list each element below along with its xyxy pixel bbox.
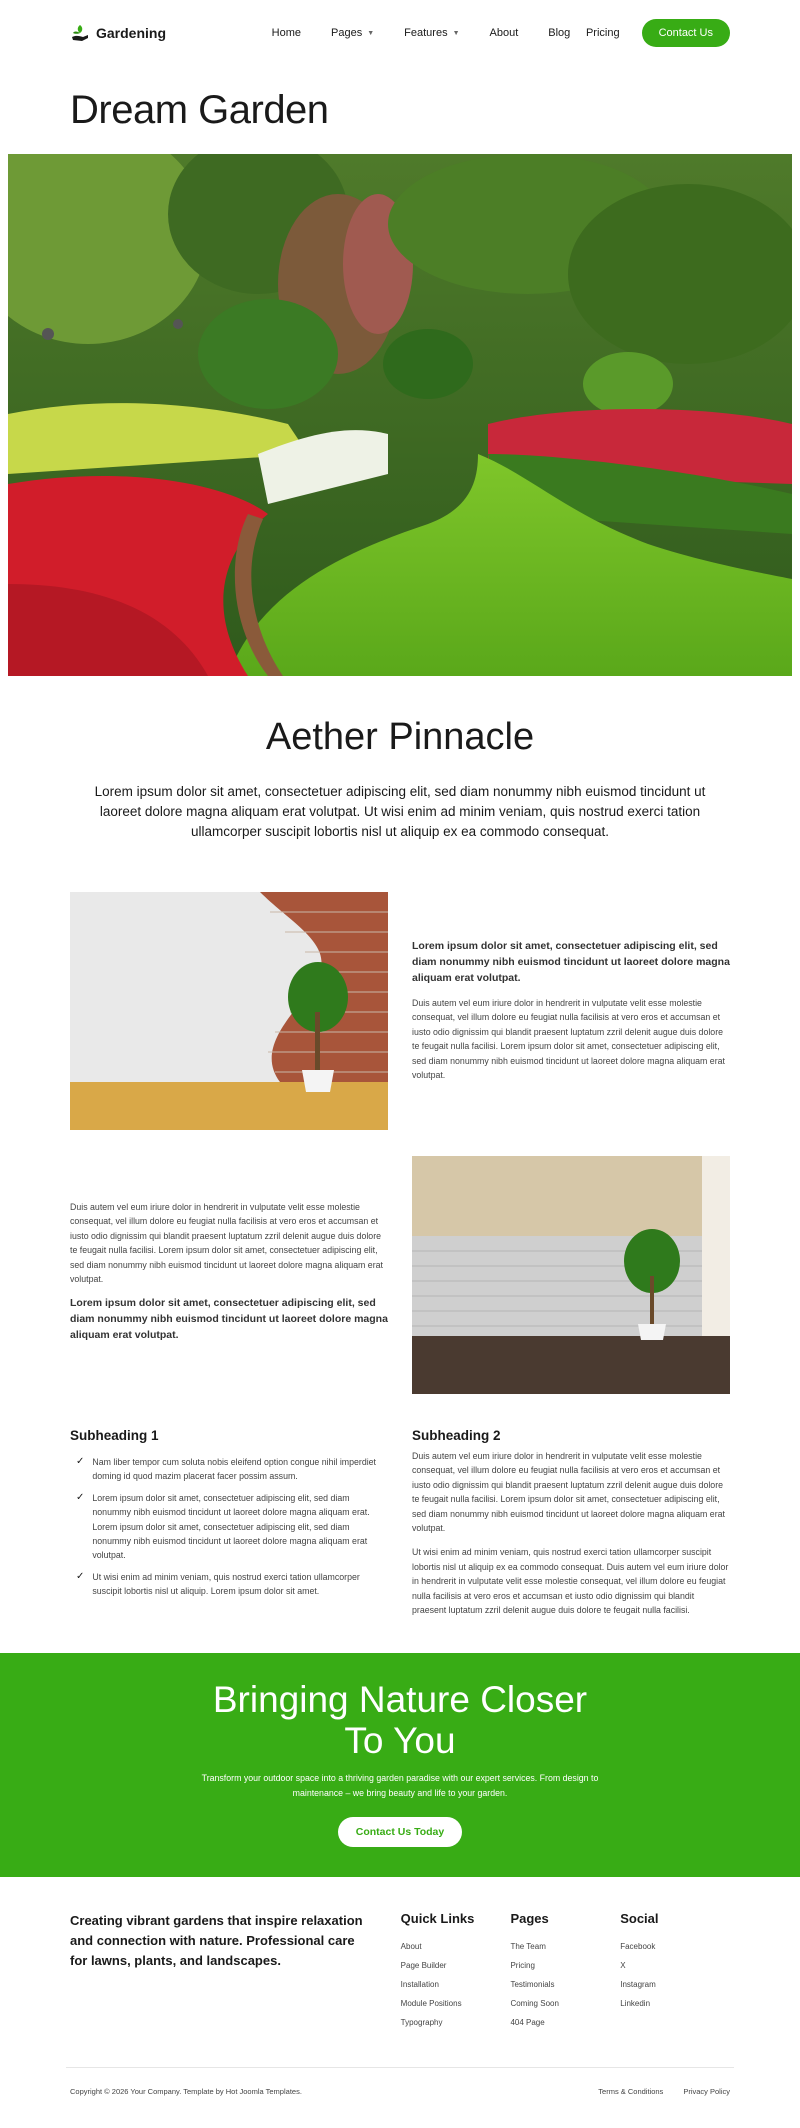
subheading-2-block bbox=[412, 1428, 730, 1617]
check-icon: ✓ bbox=[76, 1491, 85, 1503]
footer-link[interactable]: X bbox=[620, 1961, 626, 1971]
cta-title: Bringing Nature Closer To You bbox=[212, 1679, 588, 1762]
site-header bbox=[70, 0, 730, 66]
nav-home-label: Home bbox=[271, 27, 302, 39]
nav-blog-label: Blog bbox=[548, 27, 571, 39]
subheading-row bbox=[70, 1428, 730, 1617]
intro-paragraph: Lorem ipsum dolor sit amet, consectetuer adipiscing elit, sed diam nonummy nibh euismod tincidunt ut laoreet dolore magna aliquam erat volutpat. Ut wisi enim ad minim veniam, quis nostrud exerci tation ullamcorper suscipit lobortis nisl ut aliquip ex ea commodo consequat. bbox=[94, 784, 706, 839]
legal-links bbox=[598, 2087, 730, 2096]
list-item bbox=[70, 1455, 388, 1484]
hero-garden-image bbox=[8, 154, 792, 676]
nav-pricing[interactable]: Pricing bbox=[585, 27, 620, 39]
feature-1-text bbox=[412, 892, 730, 1130]
feature-2-lead: Lorem ipsum dolor sit amet, consectetuer adipiscing elit, sed diam nonummy nibh euismod tincidunt ut laoreet dolore magna aliquam erat volutpat. bbox=[70, 1297, 388, 1342]
subheading-2-p1: Duis autem vel eum iriure dolor in hendrerit in vulputate velit esse molestie consequat, vel illum dolore eu feugiat nulla facilisis at vero eros et accumsan et iusto odio dignissim qui blandit praesent luptatum zzril delenit augue duis dolore te feugait nulla facilisi. Lorem ipsum dolor sit amet, consectetuer adipiscing elit, sed diam nonummy nibh euismod tincidunt ut laoreet dolore magna aliquam erat volutpat. bbox=[412, 1451, 725, 1534]
section-title: Aether Pinnacle bbox=[265, 716, 535, 758]
list-item-text: Lorem ipsum dolor sit amet, consectetuer adipiscing elit, sed diam nonummy nibh euismod tincidunt ut laoreet dolore magna aliquam erat. Lorem ipsum dolor sit amet, consectetuer adipiscing elit, sed diam nonummy nibh euismod tincidunt ut laoreet dolore magna aliquam erat volutpat. bbox=[92, 1492, 370, 1561]
cta-banner bbox=[0, 1653, 800, 1877]
page-title: Dream Garden bbox=[70, 88, 329, 132]
feature-row-1 bbox=[70, 892, 730, 1130]
footer-link[interactable]: The Team bbox=[510, 1942, 546, 1952]
cta-text: Transform your outdoor space into a thriving garden paradise with our expert services. From design to maintenance – we bring beauty and life to your garden. bbox=[201, 1773, 599, 1799]
footer-link[interactable]: 404 Page bbox=[510, 2018, 545, 2028]
subheading-2-p2: Ut wisi enim ad minim veniam, quis nostrud exerci tation ullamcorper suscipit lobortis nisl ut aliquip ex ea commodo consequat. Duis autem vel eum iriure dolor in hendrerit in vulputate velit esse molestie consequat, vel illum dolore eu feugiat nulla facilisis at vero eros et accumsan et iusto odio dignissim qui blandit praesent luptatum zzril delenit augue duis dolore te feugait nulla facilisi. bbox=[412, 1547, 729, 1616]
footer-link[interactable]: Installation bbox=[400, 1980, 439, 1990]
terms-link[interactable]: Terms & Conditions bbox=[598, 2087, 664, 2097]
footer-link[interactable]: Instagram bbox=[620, 1980, 656, 1990]
interior-photo-brick-wall bbox=[70, 892, 388, 1130]
list-item-text: Nam liber tempor cum soluta nobis eleifend option congue nihil imperdiet doming id quod mazim placerat facer possim assum. bbox=[92, 1457, 377, 1482]
feature-2-text bbox=[70, 1156, 388, 1394]
list-item bbox=[70, 1491, 388, 1563]
bottom-bar bbox=[66, 2067, 734, 2115]
contact-button[interactable]: Contact Us bbox=[642, 19, 730, 47]
footer-tagline: Creating vibrant gardens that inspire relaxation and connection with nature. Professional care for lawns, plants, and landscapes. bbox=[70, 1913, 363, 1969]
nav-home[interactable] bbox=[272, 27, 301, 39]
footer-link[interactable]: Testimonials bbox=[510, 1980, 555, 1990]
feature-1-lead: Lorem ipsum dolor sit amet, consectetuer adipiscing elit, sed diam nonummy nibh euismod tincidunt ut laoreet dolore magna aliquam erat volutpat. bbox=[412, 940, 730, 984]
footer-quick-links-title: Quick Links bbox=[400, 1911, 475, 1927]
subheading-2-title: Subheading 2 bbox=[412, 1428, 501, 1443]
feature-1-body: Duis autem vel eum iriure dolor in hendrerit in vulputate velit esse molestie consequat, vel illum dolore eu feugiat nulla facilisis at vero eros et accumsan et iusto odio dignissim qui blandit praesent luptatum zzril delenit augue duis dolore te feugait nulla facilisi. Lorem ipsum dolor sit amet, consectetuer adipiscing elit, sed diam nonummy nibh euismod tincidunt ut laoreet dolore magna aliquam erat volutpat. bbox=[412, 998, 725, 1081]
list-item bbox=[70, 1570, 388, 1599]
nav-features-label: Features bbox=[404, 27, 448, 39]
footer-link[interactable]: Typography bbox=[400, 2018, 443, 2028]
main-nav bbox=[272, 27, 571, 39]
subheading-1-block bbox=[70, 1428, 388, 1617]
copyright: Copyright © 2026 Your Company. Template by Hot Joomla Templates. bbox=[70, 2087, 302, 2097]
leaf-hand-icon bbox=[70, 23, 90, 43]
interior-photo-white-brick bbox=[412, 1156, 730, 1394]
footer-pages bbox=[510, 1911, 620, 2037]
footer-pages-title: Pages bbox=[510, 1911, 549, 1927]
subheading-1-title: Subheading 1 bbox=[70, 1428, 159, 1443]
check-icon: ✓ bbox=[76, 1456, 85, 1467]
header-actions bbox=[586, 19, 730, 47]
chevron-down-icon: ▼ bbox=[452, 29, 460, 37]
footer-link[interactable]: About bbox=[400, 1942, 422, 1952]
nav-about[interactable] bbox=[490, 27, 519, 39]
footer-link[interactable]: Pricing bbox=[510, 1961, 535, 1971]
privacy-link[interactable]: Privacy Policy bbox=[683, 2087, 730, 2097]
footer-quick-links bbox=[401, 1911, 511, 2037]
brand-logo[interactable] bbox=[70, 23, 166, 43]
brand-name: Gardening bbox=[96, 25, 167, 41]
site-footer bbox=[70, 1911, 730, 2037]
checklist bbox=[70, 1455, 388, 1599]
footer-link[interactable]: Facebook bbox=[620, 1942, 656, 1952]
footer-social bbox=[620, 1911, 730, 2037]
nav-about-label: About bbox=[489, 27, 519, 39]
footer-link[interactable]: Module Positions bbox=[400, 1999, 462, 2009]
list-item-text: Ut wisi enim ad minim veniam, quis nostrud exerci tation ullamcorper suscipit lobortis nisl ut aliquip. Lorem ipsum dolor sit amet. bbox=[92, 1571, 360, 1597]
footer-social-title: Social bbox=[620, 1911, 659, 1927]
check-icon: ✓ bbox=[76, 1570, 85, 1582]
chevron-down-icon: ▼ bbox=[367, 29, 375, 37]
contact-us-today-button[interactable]: Contact Us Today bbox=[338, 1817, 462, 1847]
feature-row-2 bbox=[70, 1156, 730, 1394]
footer-link[interactable]: Coming Soon bbox=[510, 1999, 559, 2009]
nav-blog[interactable] bbox=[548, 27, 570, 39]
nav-pages-label: Pages bbox=[331, 27, 363, 39]
feature-2-body: Duis autem vel eum iriure dolor in hendrerit in vulputate velit esse molestie consequat, vel illum dolore eu feugiat nulla facilisis at vero eros et accumsan et iusto odio dignissim qui blandit praesent luptatum zzril delenit augue duis dolore te feugait nulla facilisi. Lorem ipsum dolor sit amet, consectetuer adipiscing elit, sed diam nonummy nibh euismod tincidunt ut laoreet dolore magna aliquam erat volutpat. bbox=[70, 1202, 383, 1285]
footer-link[interactable]: Page Builder bbox=[400, 1961, 447, 1971]
nav-pages[interactable] bbox=[331, 27, 374, 39]
nav-features[interactable] bbox=[404, 27, 459, 39]
footer-link[interactable]: Linkedin bbox=[620, 1999, 651, 2009]
